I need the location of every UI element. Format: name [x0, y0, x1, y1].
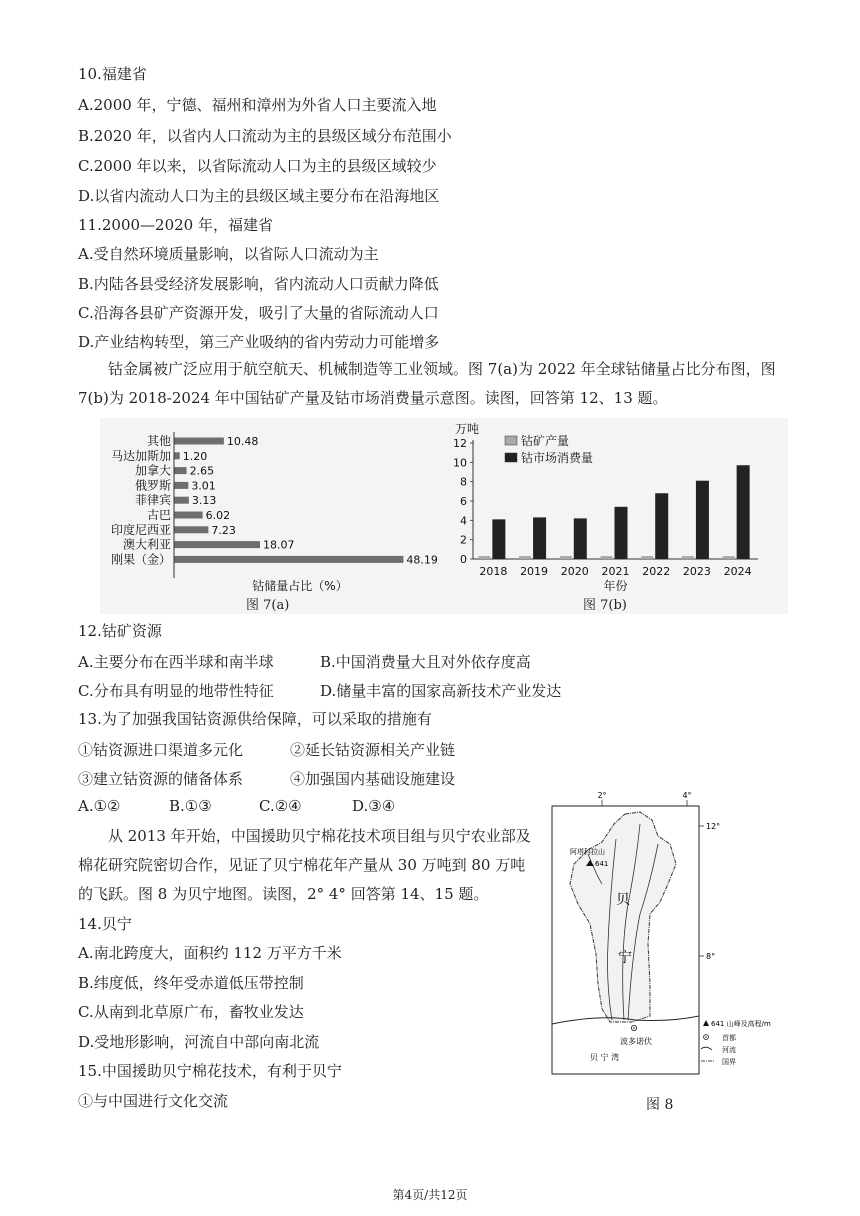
production-bar: [478, 556, 490, 559]
figure-8-benin-map: [540, 784, 725, 1084]
category-label: 马达加斯加: [110, 448, 171, 463]
q15-stem: 15.中国援助贝宁棉花技术，有利于贝宁: [78, 1062, 342, 1080]
y-tick-label: 12: [453, 437, 467, 450]
legend-swatch: [505, 453, 517, 462]
consumption-bar: [574, 518, 587, 559]
reserve-bar: [174, 556, 403, 563]
value-label: 7.23: [211, 523, 236, 537]
figure-7a-caption: 图 7(a): [246, 598, 290, 613]
cobalt-intro-paragraph: 钴金属被广泛应用于航空航天、机械制造等工业领域。图 7(a)为 2022 年全球钴储量占比分布图，图 7(b)为 2018-2024 年中国钴矿产量及钴市场消费量示意图。读图，回答第 12、13 题。: [78, 360, 776, 407]
q13-option-c: C.②④: [259, 797, 302, 815]
consumption-bar: [533, 517, 546, 559]
value-label: 48.19: [406, 553, 438, 567]
y-tick-label: 8: [460, 475, 467, 489]
category-label: 澳大利亚: [122, 537, 171, 552]
q10-option-a: A.2000 年，宁德、福州和漳州为外省人口主要流入地: [78, 96, 437, 114]
country-name-char-2: 宁: [618, 950, 632, 966]
legend-peak: 641 山峰及高程/m: [711, 1020, 771, 1028]
reserve-bar: [174, 541, 260, 548]
x-tick-label: 2020: [560, 565, 589, 578]
x-tick-label: 2021: [601, 565, 630, 578]
reserve-bar: [174, 438, 224, 445]
legend-swatch: [505, 436, 517, 445]
q13-item-2: ②延长钴资源相关产业链: [290, 741, 456, 759]
y-tick-label: 2: [460, 533, 467, 547]
benin-map: [540, 784, 725, 1084]
category-label: 加拿大: [134, 463, 171, 478]
x-tick-label: 2024: [723, 565, 752, 578]
country-name-char-1: 贝: [616, 892, 630, 908]
cobalt-production-consumption-chart: [443, 418, 788, 614]
figure-8-caption: 图 8: [646, 1097, 674, 1113]
q14-option-a: A.南北跨度大，面积约 112 万平方千米: [78, 944, 342, 962]
y-tick-label: 10: [453, 456, 467, 470]
y-tick-label: 0: [460, 553, 467, 566]
category-label: 古巴: [146, 508, 171, 522]
peak-height: 641: [595, 860, 609, 868]
x-tick-label: 2023: [682, 565, 711, 578]
peak-name: 阿塔科拉山: [570, 848, 605, 856]
value-label: 1.20: [182, 449, 208, 463]
production-bar: [641, 556, 653, 559]
q14-stem: 14.贝宁: [78, 915, 132, 933]
q10-option-d: D.以省内流动人口为主的县级区域主要分布在沿海地区: [78, 187, 440, 205]
q15-item-1: ①与中国进行文化交流: [78, 1092, 229, 1110]
map-legend: [700, 1014, 810, 1074]
value-label: 2.65: [189, 464, 215, 478]
x-axis-label: 年份: [603, 579, 628, 593]
consumption-bar: [655, 493, 668, 559]
figure-7b-caption: 图 7(b): [583, 598, 627, 613]
q13-item-1: ①钴资源进口渠道多元化: [78, 741, 244, 759]
q11-option-b: B.内陆各县受经济发展影响，省内流动人口贡献力降低: [78, 275, 439, 293]
q12-option-c: C.分布具有明显的地带性特征: [78, 682, 274, 700]
y-tick-label: 6: [460, 495, 467, 508]
q13-option-a: A.①②: [78, 797, 121, 815]
bay-name: 贝 宁 湾: [590, 1053, 620, 1062]
q14-option-c: C.从南到北草原广布，畜牧业发达: [78, 1003, 304, 1021]
q13-item-3: ③建立钴资源的储备体系: [78, 770, 244, 788]
value-label: 3.13: [191, 494, 217, 508]
q13-option-b: B.①③: [169, 797, 212, 815]
production-bar: [682, 556, 694, 559]
reserve-bar: [174, 497, 189, 504]
q12-option-a: A.主要分布在西半球和南半球: [78, 653, 274, 671]
reserve-bar: [174, 512, 203, 519]
consumption-bar: [737, 465, 750, 559]
benin-intro-paragraph: 从 2013 年开始，中国援助贝宁棉花技术项目组与贝宁农业部及棉花研究院密切合作，见证了贝宁棉花年产量从 30 万吨到 80 万吨的飞跃。图 8 为贝宁地图。读图，2° 4° 回答第 14、15 题。: [78, 827, 531, 903]
q12-option-b: B.中国消费量大且对外依存度高: [320, 653, 531, 671]
x-tick-label: 2022: [642, 565, 671, 578]
cobalt-reserve-bar-chart: [100, 418, 450, 614]
q13-stem: 13.为了加强我国钴资源供给保障，可以采取的措施有: [78, 710, 432, 728]
category-label: 印度尼西亚: [110, 522, 171, 537]
reserve-bar: [174, 452, 180, 459]
q11-option-c: C.沿海各县矿产资源开发，吸引了大量的省际流动人口: [78, 304, 439, 322]
q10-option-b: B.2020 年，以省内人口流动为主的县级区域分布范围小: [78, 127, 452, 145]
capital-name: 波多诺伏: [620, 1037, 652, 1046]
lon-label-right: 4°: [682, 791, 692, 800]
legend-capital: 首都: [722, 1034, 736, 1042]
value-label: 6.02: [205, 509, 231, 522]
q12-stem: 12.钴矿资源: [78, 622, 162, 640]
production-bar: [560, 556, 572, 559]
reserve-bar: [174, 467, 187, 474]
production-bar: [723, 556, 735, 559]
figure-7a: [100, 418, 450, 614]
q11-option-d: D.产业结构转型，第三产业吸纳的省内劳动力可能增多: [78, 333, 440, 351]
q13-item-4: ④加强国内基础设施建设: [290, 770, 456, 788]
q13-option-d: D.③④: [352, 797, 396, 815]
category-label: 菲律宾: [134, 493, 171, 508]
q12-option-d: D.储量丰富的国家高新技术产业发达: [320, 682, 562, 700]
reserve-bar: [174, 482, 188, 489]
x-axis-label: 钴储量占比（%）: [252, 579, 348, 593]
value-label: 10.48: [226, 435, 259, 448]
q14-option-d: D.受地形影响，河流自中部向南北流: [78, 1033, 320, 1051]
category-label: 其他: [146, 434, 171, 448]
value-label: 18.07: [263, 538, 295, 552]
category-label: 俄罗斯: [134, 478, 171, 493]
figure-7b: [443, 418, 788, 614]
consumption-bar: [696, 481, 709, 559]
production-bar: [601, 556, 613, 559]
lon-label-left: 2°: [597, 791, 607, 800]
legend-river: 河流: [722, 1046, 736, 1054]
value-label: 3.01: [191, 479, 216, 493]
q10-option-c: C.2000 年以来，以省际流动人口为主的县级区域较少: [78, 157, 437, 175]
y-axis-unit: 万吨: [455, 422, 480, 436]
y-tick-label: 4: [460, 514, 467, 528]
legend-label: 钴市场消费量: [521, 451, 594, 465]
x-tick-label: 2019: [520, 565, 549, 578]
q10-stem: 10.福建省: [78, 65, 147, 83]
consumption-bar: [492, 519, 505, 559]
category-label: 刚果（金）: [110, 552, 171, 567]
lat-label-top: 12°: [706, 822, 721, 831]
production-bar: [519, 556, 531, 559]
lat-label-mid: 8°: [706, 952, 716, 961]
x-tick-label: 2018: [479, 565, 508, 578]
consumption-bar: [615, 507, 628, 559]
legend-border: 国界: [722, 1058, 736, 1066]
q14-option-b: B.纬度低，终年受赤道低压带控制: [78, 974, 304, 992]
legend-label: 钴矿产量: [521, 434, 570, 448]
q11-stem: 11.2000—2020 年，福建省: [78, 216, 273, 234]
page-footer: 第4页/共12页: [392, 1188, 468, 1202]
q11-option-a: A.受自然环境质量影响，以省际人口流动为主: [78, 245, 379, 263]
reserve-bar: [174, 526, 208, 533]
